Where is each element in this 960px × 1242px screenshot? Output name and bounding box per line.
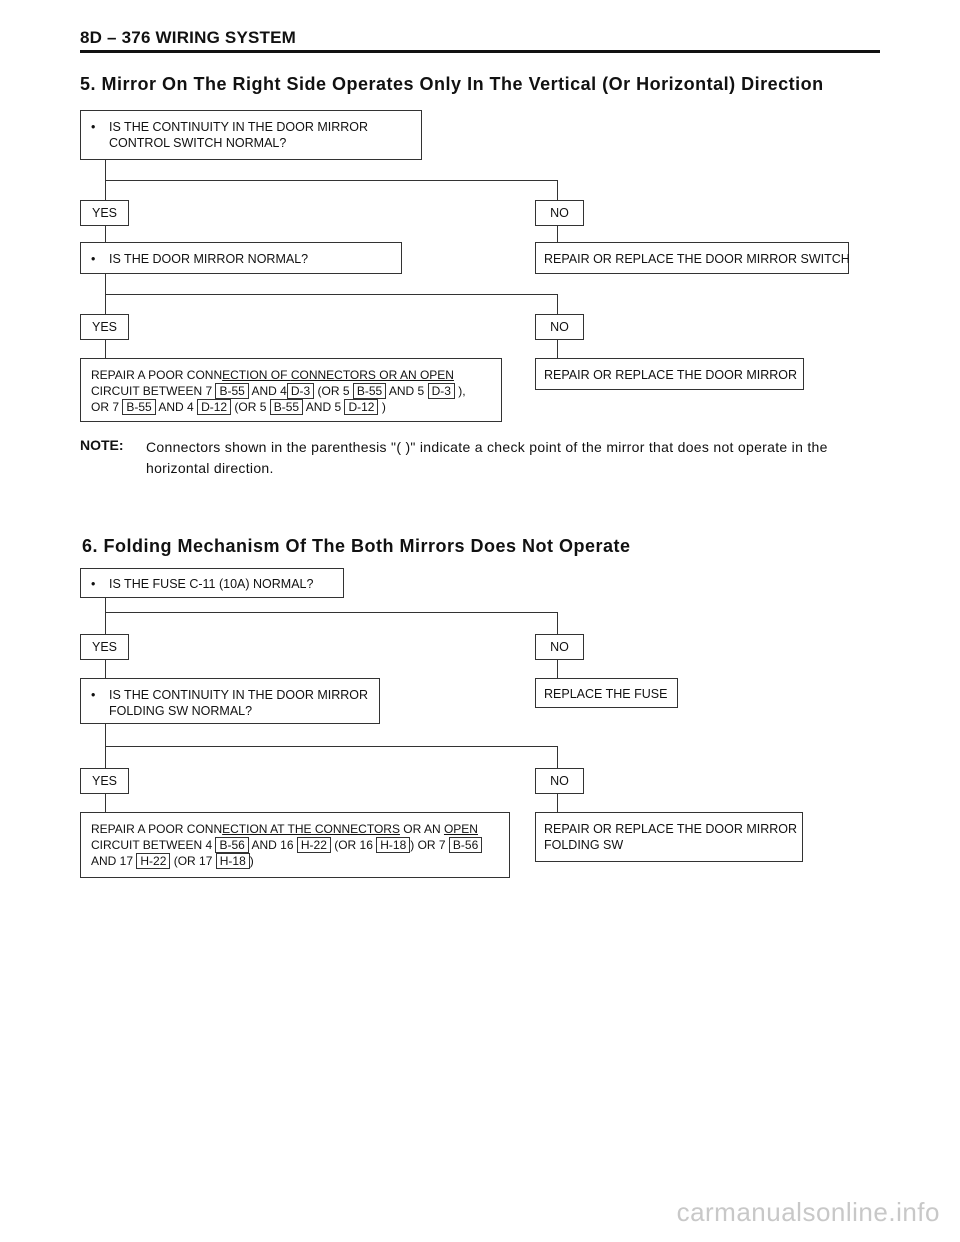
connector-line [557, 340, 558, 358]
connector-code: H-18 [216, 853, 250, 869]
s6-fix-2 [535, 812, 803, 862]
text: ECTION OF [222, 368, 291, 382]
text: ) OR 7 [410, 838, 449, 852]
connector-code: B-55 [270, 399, 303, 415]
bullet: • [91, 688, 96, 702]
text: AND 5 [386, 384, 428, 398]
text: OR AN [399, 822, 444, 836]
s5-q2-text: IS THE DOOR MIRROR NORMAL? [109, 252, 309, 266]
connector-line [105, 180, 558, 181]
s5-q1-line2: CONTROL SWITCH NORMAL? [109, 136, 287, 150]
note-text: Connectors shown in the parenthesis "( )" indicate a check point of the mirror that does not operate in the horizontal direction. [146, 439, 828, 476]
text: OPEN [443, 822, 478, 836]
connector-code: B-55 [353, 383, 386, 399]
s6-q2-line2: FOLDING SW NORMAL? [109, 704, 253, 718]
s6-q1-text: IS THE FUSE C-11 (10A) NORMAL? [109, 577, 314, 591]
text: THE CONNECTORS [287, 822, 400, 836]
connector-line [105, 746, 558, 747]
connector-line [557, 294, 558, 314]
s6-fix-1: REPLACE THE FUSE [535, 678, 678, 708]
text: AND 16 [248, 838, 297, 852]
text: CIRCUIT BETWEEN 4 [91, 838, 216, 852]
connector-line [557, 612, 558, 634]
s6-no-2: NO [535, 768, 584, 794]
connector-line [557, 746, 558, 768]
s5-no-1: NO [535, 200, 584, 226]
text: ) [378, 400, 386, 414]
connector-line [105, 612, 558, 613]
s5-yes-1: YES [80, 200, 129, 226]
connector-code: B-56 [449, 837, 482, 853]
bullet: • [91, 577, 96, 591]
connector-code: D-12 [197, 399, 231, 415]
s5-fix-2: REPAIR OR REPLACE THE DOOR MIRROR [535, 358, 804, 390]
s6-yes-2: YES [80, 768, 129, 794]
s5-question-1 [80, 110, 422, 160]
watermark: carmanualsonline.info [676, 1197, 940, 1227]
s6-fix2-line1: REPAIR OR REPLACE THE DOOR MIRROR [544, 822, 798, 836]
bullet: • [91, 120, 96, 134]
text: (OR 17 [170, 854, 216, 868]
text: (OR 5 [314, 384, 353, 398]
text: CONNECTORS OR AN OPEN [290, 368, 454, 382]
text: (OR 5 [231, 400, 270, 414]
connector-code: B-56 [215, 837, 248, 853]
connector-line [557, 660, 558, 678]
s6-q2-line1: IS THE CONTINUITY IN THE DOOR MIRROR [109, 688, 369, 702]
s5-q1-line1: IS THE CONTINUITY IN THE DOOR MIRROR [109, 120, 369, 134]
connector-code: D-3 [287, 383, 314, 399]
connector-line [557, 226, 558, 242]
connector-line [105, 794, 106, 812]
connector-line [105, 226, 106, 242]
connector-line [105, 340, 106, 358]
s6-result-box [80, 812, 510, 878]
connector-line [105, 598, 106, 634]
text: ) [249, 854, 254, 868]
s5-result-box [80, 358, 502, 422]
s6-fix2-line2: FOLDING SW [544, 838, 624, 852]
text: (OR 16 [330, 838, 377, 852]
connector-code: H-18 [376, 837, 410, 853]
text: ECTION AT [222, 822, 288, 836]
text: AND 4 [248, 384, 287, 398]
text: REPAIR A POOR CONN [91, 822, 223, 836]
connector-code: B-55 [122, 399, 155, 415]
s5-no-2: NO [535, 314, 584, 340]
connector-code: D-12 [344, 399, 378, 415]
text: AND 4 [155, 400, 198, 414]
s6-yes-1: YES [80, 634, 129, 660]
text: CIRCUIT BETWEEN 7 [91, 384, 216, 398]
connector-line [557, 794, 558, 812]
text: OR 7 [91, 400, 123, 414]
s5-question-2 [80, 242, 402, 274]
s5-yes-2: YES [80, 314, 129, 340]
text: AND 5 [303, 400, 345, 414]
text: ), [454, 384, 466, 398]
header-rule [80, 50, 880, 53]
s6-no-1: NO [535, 634, 584, 660]
section6-title: 6. Folding Mechanism Of The Both Mirrors Does Not Operate [82, 536, 631, 556]
connector-code: H-22 [297, 837, 331, 853]
note-label: NOTE: [80, 437, 124, 453]
connector-code: D-3 [428, 383, 455, 399]
connector-line [105, 294, 558, 295]
page-header: 8D – 376 WIRING SYSTEM [80, 28, 297, 47]
s6-question-1 [80, 568, 344, 598]
section5-title: 5. Mirror On The Right Side Operates Only In The Vertical (Or Horizontal) Direction [80, 74, 824, 94]
text: REPAIR A POOR CONN [91, 368, 223, 382]
text: AND 17 [91, 854, 137, 868]
connector-line [105, 660, 106, 678]
connector-code: B-55 [215, 383, 248, 399]
s5-fix-1: REPAIR OR REPLACE THE DOOR MIRROR SWITCH [535, 242, 849, 274]
bullet: • [91, 252, 96, 266]
connector-line [557, 180, 558, 200]
connector-code: H-22 [136, 853, 170, 869]
s6-question-2 [80, 678, 380, 724]
